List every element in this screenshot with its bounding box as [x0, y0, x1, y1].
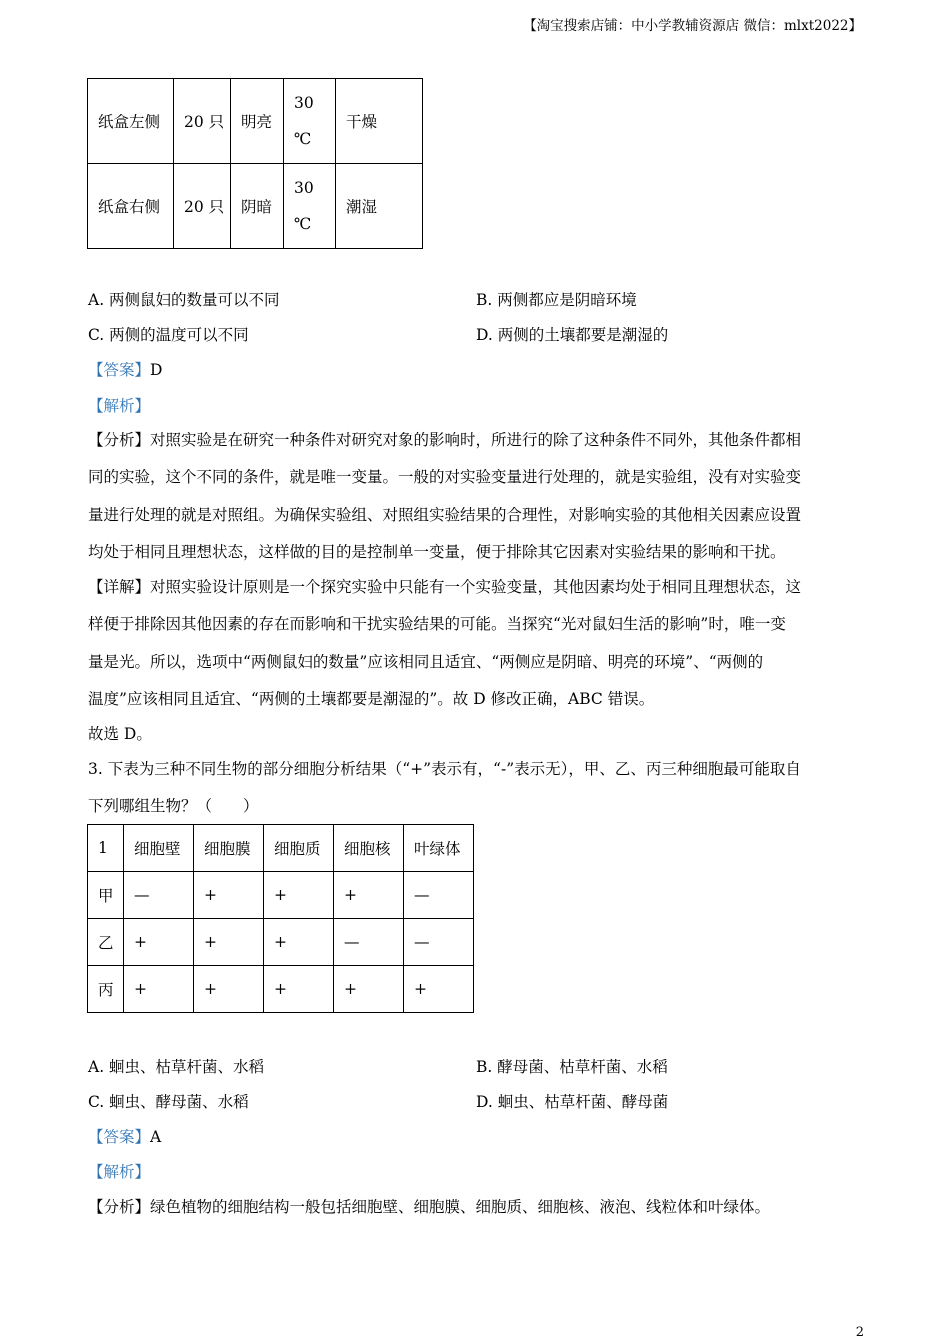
table-cell: + [194, 966, 264, 1013]
conclusion: 故选 D。 [88, 725, 152, 743]
table-header-cell: 细胞壁 [124, 825, 194, 872]
option-d: D. 蛔虫、枯草杆菌、酵母菌 [476, 1093, 669, 1111]
answer-value: D [150, 361, 163, 379]
temp-unit: ℃ [294, 130, 312, 148]
table-cell: — [404, 919, 474, 966]
detail-line: 温度”应该相同且适宜、“两侧的土壤都要是潮湿的”。故 D 修改正确，ABC 错误。 [88, 690, 655, 708]
answer-value: A [150, 1128, 162, 1146]
table-cell: 20 只 [174, 79, 231, 164]
table-cell: + [124, 919, 194, 966]
table-cell: + [264, 872, 334, 919]
table-cell: + [264, 919, 334, 966]
table-row [88, 919, 474, 966]
option-b: B. 两侧都应是阴暗环境 [476, 291, 637, 309]
analysis-label: 【解析】 [88, 1163, 151, 1181]
analysis-line: 量进行处理的就是对照组。为确保实验组、对照组实验结果的合理性，对影响实验的其他相关因素应设置 [88, 506, 802, 524]
analysis-line [88, 1195, 770, 1217]
table-header-cell: 叶绿体 [404, 825, 474, 872]
table-header-cell: 细胞质 [264, 825, 334, 872]
table-cell: — [124, 872, 194, 919]
table-header-row [88, 825, 474, 872]
table-cell: + [334, 966, 404, 1013]
experiment-table [87, 78, 423, 249]
question-stem: 下列哪组生物？（ ） [88, 797, 259, 815]
page-header: 【淘宝搜索店铺：中小学教辅资源店 微信：mlxt2022】 [523, 18, 862, 34]
detail-line [88, 575, 801, 597]
table-row [88, 872, 474, 919]
table-header-cell: 1 [88, 825, 124, 872]
temp-unit: ℃ [294, 215, 312, 233]
table-cell-temperature [284, 79, 336, 164]
cell-analysis-table [87, 824, 474, 1013]
table-cell: + [194, 872, 264, 919]
option-d: D. 两侧的土壤都要是潮湿的 [476, 326, 669, 344]
table-cell: 明亮 [231, 79, 284, 164]
answer-line [88, 358, 162, 380]
analysis-line: 同的实验，这个不同的条件，就是唯一变量。一般的对实验变量进行处理的，就是实验组，没有对实验变 [88, 468, 802, 486]
table-row [88, 966, 474, 1013]
table-cell: 丙 [88, 966, 124, 1013]
answer-label: 【答案】 [88, 1128, 151, 1146]
table-cell: 甲 [88, 872, 124, 919]
question-stem: 3. 下表为三种不同生物的部分细胞分析结果（“+”表示有，“-”表示无），甲、乙、丙三种细胞最可能取自 [88, 760, 801, 778]
temp-value: 30 [294, 94, 314, 112]
temp-value: 30 [294, 179, 314, 197]
table-cell: + [334, 872, 404, 919]
detail-line: 量是光。所以，选项中“两侧鼠妇的数量”应该相同且适宜、“两侧应是阴暗、明亮的环境”、“两侧的 [88, 653, 764, 671]
fenxi-label: 【分析】 [88, 431, 151, 449]
table-cell: + [404, 966, 474, 1013]
option-a: A. 两侧鼠妇的数量可以不同 [88, 291, 280, 309]
table-header-cell: 细胞核 [334, 825, 404, 872]
detail-line: 样便于排除因其他因素的存在而影响和干扰实验结果的可能。当探究“光对鼠妇生活的影响”时，唯一变 [88, 615, 786, 633]
table-cell: 乙 [88, 919, 124, 966]
table-cell-temperature [284, 164, 336, 249]
table-header-cell: 细胞膜 [194, 825, 264, 872]
analysis-label: 【解析】 [88, 397, 151, 415]
answer-line [88, 1125, 161, 1147]
answer-label: 【答案】 [88, 361, 151, 379]
text: 对照实验是在研究一种条件对研究对象的影响时，所进行的除了这种条件不同外，其他条件都相 [150, 431, 802, 449]
table-cell: 阴暗 [231, 164, 284, 249]
option-a: A. 蛔虫、枯草杆菌、水稻 [88, 1058, 265, 1076]
table-cell: — [334, 919, 404, 966]
table-cell: + [124, 966, 194, 1013]
text: 绿色植物的细胞结构一般包括细胞壁、细胞膜、细胞质、细胞核、液泡、线粒体和叶绿体。 [150, 1198, 771, 1216]
table-cell: — [404, 872, 474, 919]
table-cell: + [264, 966, 334, 1013]
table-cell: 干燥 [336, 79, 423, 164]
table-row [88, 79, 423, 164]
fenxi-label: 【分析】 [88, 1198, 151, 1216]
analysis-line [88, 428, 801, 450]
option-b: B. 酵母菌、枯草杆菌、水稻 [476, 1058, 668, 1076]
page-number: 2 [855, 1325, 864, 1340]
table-cell: 纸盒左侧 [88, 79, 174, 164]
analysis-line: 均处于相同且理想状态，这样做的目的是控制单一变量，便于排除其它因素对实验结果的影响和干扰。 [88, 543, 786, 561]
option-c: C. 蛔虫、酵母菌、水稻 [88, 1093, 249, 1111]
xiangjie-label: 【详解】 [88, 578, 151, 596]
table-cell: + [194, 919, 264, 966]
option-c: C. 两侧的温度可以不同 [88, 326, 249, 344]
table-cell: 纸盒右侧 [88, 164, 174, 249]
table-cell: 潮湿 [336, 164, 423, 249]
table-row [88, 164, 423, 249]
table-cell: 20 只 [174, 164, 231, 249]
text: 对照实验设计原则是一个探究实验中只能有一个实验变量，其他因素均处于相同且理想状态，这 [150, 578, 802, 596]
